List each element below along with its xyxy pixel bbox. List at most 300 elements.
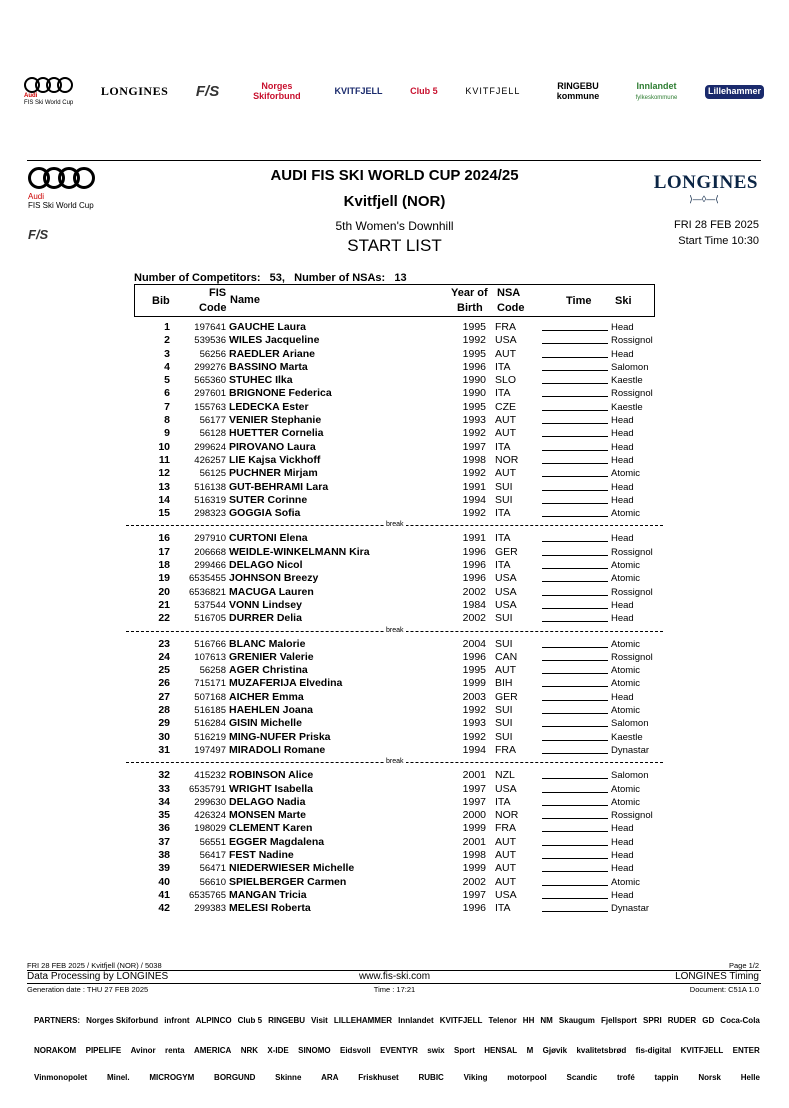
fis-code: 56128 <box>199 428 226 440</box>
sponsor-logo: Skaugum <box>558 1016 595 1025</box>
fis-code: 6535765 <box>189 889 226 901</box>
nsa-code: USA <box>495 334 517 347</box>
athlete-name: HAEHLEN Joana <box>229 704 314 717</box>
competitor-row <box>134 321 655 334</box>
nsa-code: BIH <box>495 677 513 690</box>
competitor-row <box>134 361 655 374</box>
athlete-name: WEIDLE-WINKELMANN Kira <box>229 545 370 558</box>
time-blank <box>542 822 608 832</box>
competitor-row <box>134 769 655 782</box>
athlete-name: WRIGHT Isabella <box>229 782 314 795</box>
athlete-name: CLEMENT Karen <box>229 822 313 835</box>
fis-code: 198029 <box>194 823 226 835</box>
athlete-name: SUTER Corinne <box>229 493 308 506</box>
norges-skiforbund-logo: Norges Skiforbund <box>253 81 301 101</box>
col-name: Name <box>230 294 260 306</box>
birth-year: 1996 <box>462 559 486 572</box>
time-blank <box>542 651 608 661</box>
ski-brand: Atomic <box>611 638 641 650</box>
ski-brand: Head <box>611 415 634 427</box>
sponsor-logo: HH <box>522 1016 535 1025</box>
time-blank <box>542 586 608 596</box>
athlete-name: GRENIER Valerie <box>229 650 314 663</box>
time-blank <box>542 532 608 542</box>
fis-code: 516138 <box>194 481 226 493</box>
break-label: break <box>386 626 404 634</box>
fis-code: 507168 <box>194 691 226 703</box>
nsa-code: ITA <box>495 795 511 808</box>
kvitfjell-logo: KVITFJELL <box>465 86 521 97</box>
fis-code: 6535791 <box>189 783 226 795</box>
competitor-row <box>134 546 655 559</box>
birth-year: 2003 <box>462 690 486 703</box>
ski-brand: Atomic <box>611 573 641 585</box>
ski-brand: Dynastar <box>611 744 650 756</box>
athlete-name: FEST Nadine <box>229 848 294 861</box>
competitor-row <box>134 822 655 835</box>
ski-brand: Atomic <box>611 508 641 520</box>
ski-brand: Head <box>611 823 634 835</box>
sponsor-logo: MICROGYM <box>149 1073 195 1082</box>
website-link[interactable]: www.fis-ski.com <box>358 971 431 982</box>
sponsor-logo: NM <box>540 1016 553 1025</box>
time-blank <box>542 677 608 687</box>
birth-year: 1995 <box>462 664 486 677</box>
sponsor-logo: Friskhuset <box>358 1073 399 1082</box>
bib-number: 35 <box>158 809 170 822</box>
time-blank <box>542 401 608 411</box>
fis-code: 56256 <box>199 348 226 360</box>
sponsor-logo: Coca-Cola <box>720 1016 760 1025</box>
sponsor-logo: Norges Skiforbund <box>86 1016 159 1025</box>
fis-code: 565360 <box>194 375 226 387</box>
birth-year: 1999 <box>462 677 486 690</box>
ski-brand: Atomic <box>611 665 641 677</box>
page-number: Page 1/2 <box>728 961 759 970</box>
ski-brand: Head <box>611 599 634 611</box>
time-blank <box>542 387 608 397</box>
birth-year: 2001 <box>462 835 486 848</box>
sponsor-row-1 <box>34 1016 760 1025</box>
birth-year: 1996 <box>462 902 486 915</box>
sponsor-logo: X-IDE <box>267 1046 289 1055</box>
birth-year: 1999 <box>462 822 486 835</box>
fis-code: 516766 <box>194 638 226 650</box>
sponsor-logo: NRK <box>240 1046 259 1055</box>
fis-code: 197641 <box>194 322 226 333</box>
athlete-name: DELAGO Nadia <box>229 795 306 808</box>
ski-brand: Rossignol <box>611 586 653 598</box>
ski-brand: Atomic <box>611 705 641 717</box>
competitor-row <box>134 334 655 347</box>
bib-number: 11 <box>158 453 170 466</box>
time-blank <box>542 691 608 701</box>
athlete-name: MIRADOLI Romane <box>229 743 326 756</box>
athlete-name: GAUCHE Laura <box>229 321 307 333</box>
time-blank <box>542 889 608 899</box>
sponsor-logo: RUBIC <box>418 1073 444 1082</box>
fis-code: 537544 <box>194 599 226 611</box>
start-time: Start Time 10:30 <box>678 235 759 247</box>
ski-brand: Atomic <box>611 876 641 888</box>
bib-number: 18 <box>158 559 170 572</box>
ski-brand: Atomic <box>611 468 641 480</box>
competitor-row <box>134 836 655 849</box>
col-bib: Bib <box>152 295 170 307</box>
birth-year: 1995 <box>462 321 486 333</box>
sponsor-logo: tappin <box>654 1073 679 1082</box>
start-list-rows <box>134 321 655 915</box>
athlete-name: NIEDERWIESER Michelle <box>229 862 355 875</box>
nsa-code: FRA <box>495 743 516 756</box>
kvitfjell-worldcup-logo: KVITFJELL <box>334 86 383 97</box>
bib-number: 1 <box>164 321 170 333</box>
ski-brand: Head <box>611 613 634 625</box>
sponsor-row-3 <box>34 1073 760 1082</box>
sponsor-logo: SINOMO <box>298 1046 331 1055</box>
fis-code: 516319 <box>194 494 226 506</box>
break-separator <box>126 520 663 532</box>
generation-date: Generation date : THU 27 FEB 2025 <box>27 985 149 994</box>
time-blank <box>542 599 608 609</box>
time-blank <box>542 507 608 517</box>
athlete-name: ROBINSON Alice <box>229 769 314 782</box>
athlete-name: MING-NUFER Priska <box>229 730 331 743</box>
sponsor-logo: Visit <box>311 1016 328 1025</box>
athlete-name: STUHEC Ilka <box>229 374 293 387</box>
sponsor-logo: Avinor <box>130 1046 156 1055</box>
sponsor-logo: Helle <box>740 1073 760 1082</box>
ski-brand: Rossignol <box>611 810 653 822</box>
athlete-name: LEDECKA Ester <box>229 400 309 413</box>
birth-year: 1992 <box>462 704 486 717</box>
fis-code: 715171 <box>194 678 226 690</box>
nsa-code: USA <box>495 888 517 901</box>
bib-number: 21 <box>158 598 170 611</box>
fis-code: 56125 <box>199 468 226 480</box>
sponsor-logo: PIPELIFE <box>85 1046 122 1055</box>
competitor-row <box>134 387 655 400</box>
ski-brand: Head <box>611 428 634 440</box>
event-name: 5th Women's Downhill <box>335 219 454 233</box>
sponsor-logo: RINGEBU <box>268 1016 305 1025</box>
sponsor-logo: Fjellsport <box>600 1016 637 1025</box>
top-sponsor-logos <box>24 70 764 114</box>
bib-number: 16 <box>158 532 170 545</box>
ringebu-logo: RINGEBU kommune <box>556 81 600 101</box>
birth-year: 2004 <box>462 637 486 650</box>
bib-number: 15 <box>158 507 170 520</box>
athlete-name: GUT-BEHRAMI Lara <box>229 480 329 493</box>
birth-year: 1992 <box>462 507 486 520</box>
nsa-code: FRA <box>495 321 516 333</box>
bib-number: 28 <box>158 704 170 717</box>
sponsor-logo: PARTNERS: <box>34 1016 81 1025</box>
fis-code: 297910 <box>194 533 226 545</box>
time-blank <box>542 559 608 569</box>
birth-year: 1993 <box>462 717 486 730</box>
ski-brand: Head <box>611 533 634 545</box>
time-blank <box>542 902 608 912</box>
ski-brand: Dynastar <box>611 903 650 915</box>
bib-number: 39 <box>158 862 170 875</box>
time-blank <box>542 731 608 741</box>
fis-code: 299466 <box>194 560 226 572</box>
birth-year: 1994 <box>462 493 486 506</box>
ski-brand: Head <box>611 849 634 861</box>
nsa-code: ITA <box>495 387 511 400</box>
birth-year: 2002 <box>462 875 486 888</box>
nsa-code: CZE <box>495 400 516 413</box>
nsa-code: GER <box>495 690 518 703</box>
time-blank <box>542 783 608 793</box>
start-list-header <box>134 284 655 317</box>
nsa-code: CAN <box>495 650 518 663</box>
col-year-of: Year of <box>451 287 488 299</box>
nsa-code: NOR <box>495 809 519 822</box>
time-blank <box>542 638 608 648</box>
bib-number: 33 <box>158 782 170 795</box>
nsa-code: ITA <box>495 440 511 453</box>
birth-year: 1997 <box>462 782 486 795</box>
break-label: break <box>386 521 404 529</box>
fis-code: 415232 <box>194 770 226 782</box>
time-blank <box>542 374 608 384</box>
competitor-row <box>134 599 655 612</box>
col-birth: Birth <box>457 302 483 314</box>
competitor-row <box>134 612 655 625</box>
ski-brand: Head <box>611 348 634 360</box>
competitor-summary: Number of Competitors: 53, Number of NSAs: 13 <box>134 272 407 284</box>
nsa-code: SUI <box>495 637 513 650</box>
bib-number: 34 <box>158 795 170 808</box>
competitor-row <box>134 744 655 757</box>
nsa-code: NOR <box>495 453 519 466</box>
fis-code: 426324 <box>194 810 226 822</box>
fis-code: 298323 <box>194 508 226 520</box>
nsa-code: AUT <box>495 467 516 480</box>
time-blank <box>542 414 608 424</box>
athlete-name: HUETTER Cornelia <box>229 427 324 440</box>
fis-code: 516185 <box>194 705 226 717</box>
venue: Kvitfjell (NOR) <box>343 193 446 210</box>
birth-year: 2002 <box>462 612 486 625</box>
birth-year: 2001 <box>462 769 486 782</box>
time-blank <box>542 664 608 674</box>
ski-brand: Head <box>611 889 634 901</box>
ski-brand: Salomon <box>611 770 649 782</box>
competitor-row <box>134 876 655 889</box>
sponsor-logo: infront <box>164 1016 190 1025</box>
athlete-name: PIROVANO Laura <box>229 440 316 453</box>
competitor-row <box>134 454 655 467</box>
fis-code: 155763 <box>194 401 226 413</box>
ski-brand: Head <box>611 441 634 453</box>
nsa-code: SUI <box>495 480 513 493</box>
fis-code: 56258 <box>199 665 226 677</box>
time-blank <box>542 467 608 477</box>
sponsor-logo: RUDER <box>667 1016 697 1025</box>
fis-code: 6535455 <box>189 573 226 585</box>
nsa-code: AUT <box>495 347 516 360</box>
athlete-name: GISIN Michelle <box>229 717 302 730</box>
sponsor-logo: EVENTYR <box>380 1046 418 1055</box>
bib-number: 13 <box>158 480 170 493</box>
nsa-code: SUI <box>495 717 513 730</box>
sponsor-logo: swix <box>427 1046 445 1055</box>
bib-number: 30 <box>158 730 170 743</box>
birth-year: 1990 <box>462 387 486 400</box>
competitor-row <box>134 481 655 494</box>
nsa-code: SLO <box>495 374 517 387</box>
bib-number: 2 <box>164 334 170 347</box>
break-label: break <box>386 758 404 766</box>
competitor-row <box>134 507 655 520</box>
bib-number: 29 <box>158 717 170 730</box>
innlandet-logo: Innlandet fylkeskommune <box>635 81 678 101</box>
time-blank <box>542 572 608 582</box>
lillehammer-logo: Lillehammer <box>705 85 764 99</box>
time-blank <box>542 704 608 714</box>
longines-wings-icon: ⟩—◊—⟨ <box>689 194 719 204</box>
athlete-name: MUZAFERIJA Elvedina <box>229 677 343 690</box>
competitor-row <box>134 717 655 730</box>
competitor-row <box>134 691 655 704</box>
sponsor-logo: Viking <box>463 1073 488 1082</box>
time-blank <box>542 849 608 859</box>
bib-number: 36 <box>158 822 170 835</box>
competitor-row <box>134 809 655 822</box>
competitor-row <box>134 467 655 480</box>
bib-number: 32 <box>158 769 170 782</box>
athlete-name: VENIER Stephanie <box>229 414 322 427</box>
birth-year: 1994 <box>462 743 486 756</box>
competitor-row <box>134 559 655 572</box>
time-blank <box>542 744 608 754</box>
time-blank <box>542 769 608 779</box>
audi-rings-icon <box>24 77 73 93</box>
nsa-code: USA <box>495 585 517 598</box>
birth-year: 1998 <box>462 848 486 861</box>
col-fis-code: Code <box>199 302 227 314</box>
nsa-code: FRA <box>495 822 516 835</box>
competitor-row <box>134 664 655 677</box>
nsa-code: AUT <box>495 848 516 861</box>
birth-year: 1997 <box>462 888 486 901</box>
competitor-row <box>134 677 655 690</box>
ski-brand: Salomon <box>611 361 649 373</box>
data-processing: Data Processing by LONGINES <box>27 971 169 982</box>
col-ski: Ski <box>615 295 632 307</box>
ski-brand: Head <box>611 494 634 506</box>
nsa-code: GER <box>495 545 518 558</box>
athlete-name: WILES Jacqueline <box>229 334 320 347</box>
competition-title: AUDI FIS SKI WORLD CUP 2024/25 <box>270 167 519 184</box>
sponsor-logo: KVITFJELL <box>680 1046 724 1055</box>
athlete-name: GOGGIA Sofia <box>229 507 301 520</box>
birth-year: 1990 <box>462 374 486 387</box>
bib-number: 22 <box>158 612 170 625</box>
sponsor-logo: ALPINCO <box>195 1016 232 1025</box>
time-blank <box>542 348 608 358</box>
birth-year: 1992 <box>462 467 486 480</box>
ski-brand: Atomic <box>611 796 641 808</box>
birth-year: 1997 <box>462 795 486 808</box>
athlete-name: DURRER Delia <box>229 612 302 625</box>
ski-brand: Atomic <box>611 678 641 690</box>
time-blank <box>542 361 608 371</box>
birth-year: 1996 <box>462 545 486 558</box>
athlete-name: PUCHNER Mirjam <box>229 467 318 480</box>
fis-code: 56551 <box>199 836 226 848</box>
birth-year: 2000 <box>462 809 486 822</box>
athlete-name: SPIELBERGER Carmen <box>229 875 347 888</box>
fis-code: 56471 <box>199 863 226 875</box>
time-blank <box>542 836 608 846</box>
time-blank <box>542 427 608 437</box>
athlete-name: MONSEN Marte <box>229 809 307 822</box>
sponsor-logo: AMERICA <box>193 1046 232 1055</box>
ski-brand: Kaestle <box>611 731 643 743</box>
nsa-code: SUI <box>495 493 513 506</box>
fis-code: 299383 <box>194 903 226 915</box>
fis-code: 299624 <box>194 441 226 453</box>
athlete-name: LIE Kajsa Vickhoff <box>229 453 321 466</box>
competitor-row <box>134 889 655 902</box>
sponsor-logo: kvalitetsbrød <box>576 1046 627 1055</box>
ski-brand: Head <box>611 481 634 493</box>
nsa-code: AUT <box>495 862 516 875</box>
bib-number: 24 <box>158 650 170 663</box>
competitor-row <box>134 902 655 915</box>
birth-year: 1992 <box>462 334 486 347</box>
athlete-name: MELESI Roberta <box>229 902 311 915</box>
birth-year: 1996 <box>462 650 486 663</box>
bib-number: 23 <box>158 637 170 650</box>
competitor-row <box>134 494 655 507</box>
birth-year: 1998 <box>462 453 486 466</box>
bib-number: 20 <box>158 585 170 598</box>
bib-number: 6 <box>164 387 170 400</box>
ski-brand: Kaestle <box>611 401 643 413</box>
document-code: Document: C51A 1.0 <box>689 985 759 994</box>
birth-year: 1995 <box>462 400 486 413</box>
competitor-row <box>134 441 655 454</box>
sponsor-logo: Innlandet <box>398 1016 434 1025</box>
nsa-code: SUI <box>495 612 513 625</box>
competitor-row <box>134 414 655 427</box>
ski-brand: Rossignol <box>611 335 653 347</box>
athlete-name: MACUGA Lauren <box>229 585 314 598</box>
birth-year: 1991 <box>462 480 486 493</box>
ski-brand: Atomic <box>611 560 641 572</box>
break-separator <box>126 757 663 769</box>
competitor-row <box>134 704 655 717</box>
time-blank <box>542 809 608 819</box>
competitor-row <box>134 427 655 440</box>
time-blank <box>542 441 608 451</box>
sponsor-logo: Telenor <box>488 1016 517 1025</box>
sponsor-logo: Minel. <box>106 1073 130 1082</box>
bib-number: 7 <box>164 400 170 413</box>
bib-number: 10 <box>158 440 170 453</box>
fis-code: 56177 <box>199 415 226 427</box>
sponsor-logo: ENTER <box>732 1046 760 1055</box>
nsa-code: NZL <box>495 769 515 782</box>
sponsor-logo: Eidsvoll <box>340 1046 371 1055</box>
fis-code: 6536821 <box>189 586 226 598</box>
club5-logo: Club 5 <box>410 86 438 97</box>
